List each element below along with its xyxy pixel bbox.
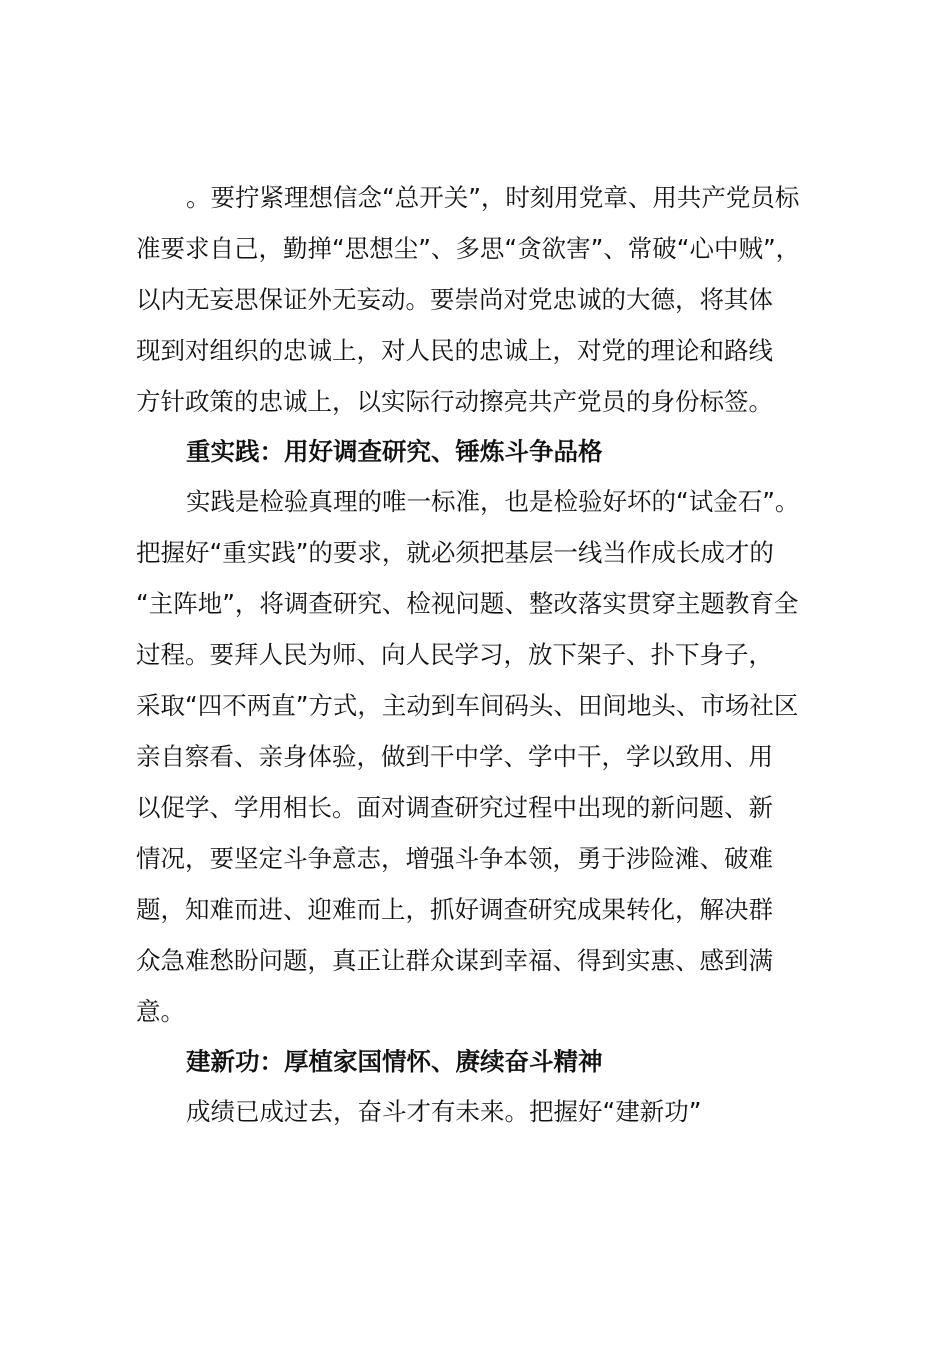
paragraph-2-line: 以促学、学用相长。面对调查研究过程中出现的新问题、新 [136, 793, 773, 822]
paragraph-2-line: 实践是检验真理的唯一标准，也是检验好坏的“试金石”。 [186, 487, 800, 516]
paragraph-2-line: 题，知难而进、迎难而上，抓好调查研究成果转化，解决群 [136, 895, 773, 924]
section-heading-practice: 重实践：用好调查研究、锤炼斗争品格 [186, 437, 603, 466]
paragraph-2-line: 意。 [136, 997, 185, 1026]
section-heading-contribution: 建新功：厚植家国情怀、赓续奋斗精神 [186, 1047, 603, 1076]
paragraph-3-line: 成绩已成过去，奋斗才有未来。把握好“建新功” [186, 1097, 702, 1126]
paragraph-2-line: “主阵地”，将调查研究、检视问题、整改落实贯穿主题教育全 [136, 589, 799, 618]
paragraph-2-line: 亲自察看、亲身体验，做到干中学、学中干，学以致用、用 [136, 742, 773, 771]
paragraph-2-line: 把握好“重实践”的要求，就必须把基层一线当作成长成才的 [136, 538, 774, 567]
paragraph-2-line: 采取“四不两直”方式，主动到车间码头、田间地头、市场社区 [136, 691, 799, 720]
paragraph-2-line: 情况，要坚定斗争意志，增强斗争本领，勇于涉险滩、破难 [136, 844, 773, 873]
paragraph-1-line: 以内无妄思保证外无妄动。要崇尚对党忠诚的大德，将其体 [136, 285, 773, 314]
paragraph-1-line: 。要拧紧理想信念“总开关”，时刻用党章、用共产党员标 [186, 183, 800, 212]
paragraph-1-line: 现到对组织的忠诚上，对人民的忠诚上，对党的理论和路线 [136, 336, 773, 365]
paragraph-2-line: 过程。要拜人民为师、向人民学习，放下架子、扑下身子， [136, 640, 773, 669]
paragraph-1-line: 方针政策的忠诚上，以实际行动擦亮共产党员的身份标签。 [136, 387, 773, 416]
paragraph-1-line: 准要求自己，勤掸“思想尘”、多思“贪欲害”、常破“心中贼”， [136, 234, 801, 263]
paragraph-2-line: 众急难愁盼问题，真正让群众谋到幸福、得到实惠、感到满 [136, 946, 773, 975]
